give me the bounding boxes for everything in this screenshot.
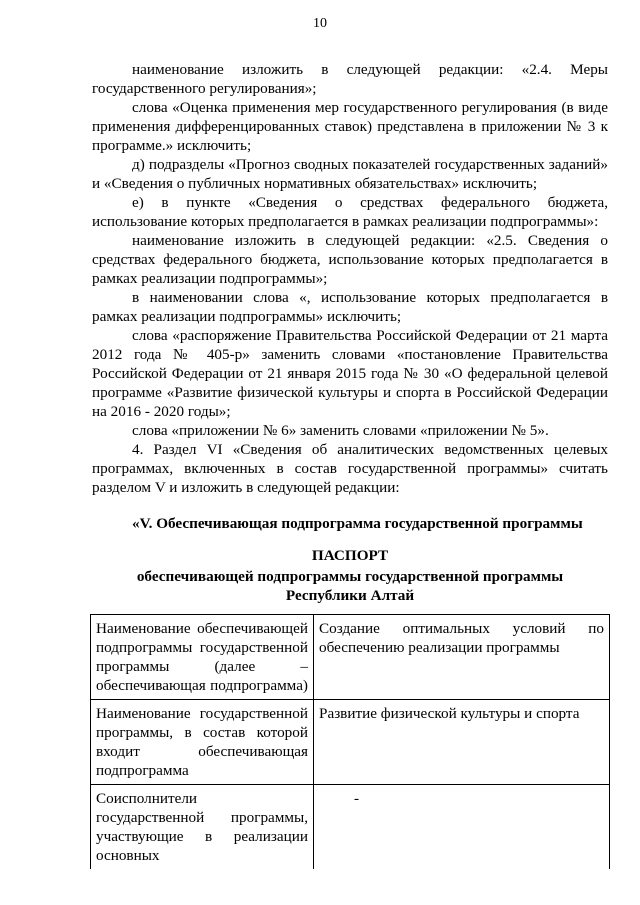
paragraph: наименование изложить в следующей редакции: «2.5. Сведения о средствах федерального бюджета, использование которых предполагается в рамках реализации подпрограммы»; [92, 232, 608, 287]
table-cell-label: Наименование обеспечивающей подпрограммы государственной программы (далее – обеспечивающая подпрограмма) [91, 615, 314, 700]
table-row [91, 785, 610, 870]
table-row [91, 615, 610, 700]
section-title: «V. Обеспечивающая подпрограмма государственной программы [132, 515, 583, 532]
passport-subtitle-line2: Республики Алтай [285, 587, 415, 604]
paragraph: слова «приложении № 6» заменить словами «приложении № 5». [132, 422, 549, 439]
paragraph: наименование изложить в следующей редакции: «2.4. Меры государственного регулирования»; [92, 61, 608, 97]
table-cell-value: Развитие физической культуры и спорта [314, 700, 610, 785]
passport-title: ПАСПОРТ [311, 547, 389, 564]
table-cell-value: - [314, 785, 610, 870]
table-cell-label: Наименование государственной программы, в состав которой входит обеспечивающая подпрограмма [91, 700, 314, 785]
table-cell-value: Создание оптимальных условий по обеспечению реализации программы [314, 615, 610, 700]
table-cell-label: Соисполнители государственной программы, участвующие в реализации основных [91, 785, 314, 870]
paragraph: слова «Оценка применения мер государственного регулирования (в виде применения дифференцированных ставок) представлена в приложении № 3 к программе.» исключить; [92, 99, 608, 154]
paragraph: е) в пункте «Сведения о средствах федерального бюджета, использование которых предполагается в рамках реализации подпрограммы»: [92, 194, 608, 230]
body-text [92, 60, 608, 497]
paragraph: д) подразделы «Прогноз сводных показателей государственных заданий» и «Сведения о публичных нормативных обязательствах» исключить; [92, 156, 608, 192]
paragraph: слова «распоряжение Правительства Российской Федерации от 21 марта 2012 года № 405-р» заменить словами «постановление Правительства Российской Федерации от 21 января 2015 года № 30 «О федеральной целевой программе «Развитие физической культуры и спорта в Российской Федерации на 2016 - 2020 годы»; [92, 327, 608, 420]
page-number: 10 [313, 16, 327, 31]
passport-heading [92, 546, 608, 605]
paragraph: в наименовании слова «, использование которых предполагается в рамках реализации подпрограммы» исключить; [92, 289, 608, 325]
passport-table [90, 614, 610, 869]
passport-subtitle-line1: обеспечивающей подпрограммы государственной программы [136, 568, 564, 585]
paragraph: 4. Раздел VI «Сведения об аналитических ведомственных целевых программах, включенных в состав государственной программы» считать разделом V и изложить в следующей редакции: [92, 441, 608, 496]
table-row [91, 700, 610, 785]
